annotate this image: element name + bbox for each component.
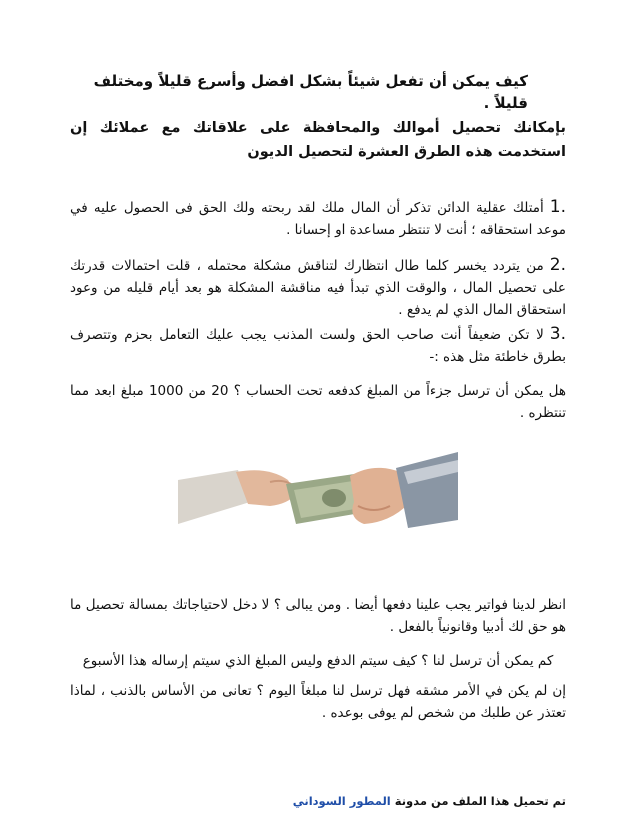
weekly-payment-paragraph: كم يمكن أن ترسل لنا ؟ كيف سيتم الدفع وليس المبلغ الذي سيتم إرساله هذا الأسبوع (82, 653, 554, 669)
list-item-text: أمتلك عقلية الدائن تذكر أن المال ملك لقد ربحته ولك الحق فى الحصول عليه في موعد استحقاقه ؛ أنت لا تنتظر مساعدة او إحسانا . (70, 200, 566, 238)
footer-text: تم تحميل هذا الملف من مدونة (394, 794, 566, 808)
list-number: 2. (549, 255, 566, 275)
list-item-text: لا تكن ضعيفاً أنت صاحب الحق ولست المذنب يجب عليك التعامل بحزم وتتصرف بطرق خاطئة مثل هذه :- (70, 327, 566, 365)
list-item-1 (70, 196, 566, 241)
question-paragraph: هل يمكن أن ترسل جزءاً من المبلغ كدفعه تحت الحساب ؟ 20 من 1000 مبلغ ابعد مما تنتظره . (70, 383, 567, 421)
bills-paragraph: انظر لدينا فواتير يجب علينا دفعها أيضا . ومن يبالى ؟ لا دخل لاحتياجاتك بمسالة تحصيل ما هو حق لك أدبيا وقانونياً بالفعل . (70, 597, 566, 635)
list-item-2 (70, 254, 566, 321)
footer-credit (70, 792, 566, 810)
list-number: 1. (549, 197, 566, 217)
list-item-text: من يتردد يخسر كلما طال انتظارك لتناقش مشكلة محتمله ، قلت احتمالات قدرتك على تحصيل المال ، والوقت الذي تبدأ فيه مناقشة المشكلة هو بعد أيام قليله من وعود استحقاق المال الذي لم يدفع . (70, 258, 566, 318)
document-title: كيف يمكن أن تفعل شيئاً بشكل افضل وأسرع قليلاً ومختلف قليلاً . (93, 72, 528, 112)
list-number: 3. (549, 324, 566, 344)
intro-paragraph: بإمكانك تحصيل أموالك والمحافظة على علاقاتك مع عملائك إن استخدمت هذه الطرق العشرة لتحصيل الديون (70, 120, 566, 160)
money-exchange-photo (178, 432, 458, 580)
excuse-paragraph: إن لم يكن في الأمر مشقه فهل ترسل لنا مبلغاً اليوم ؟ تعانى من الأساس بالذنب ، لماذا تعتذر عن طلبك من شخص لم يوفى بوعده . (70, 683, 566, 721)
blog-link[interactable]: المطور السوداني (292, 794, 391, 808)
list-item-3 (70, 323, 566, 368)
